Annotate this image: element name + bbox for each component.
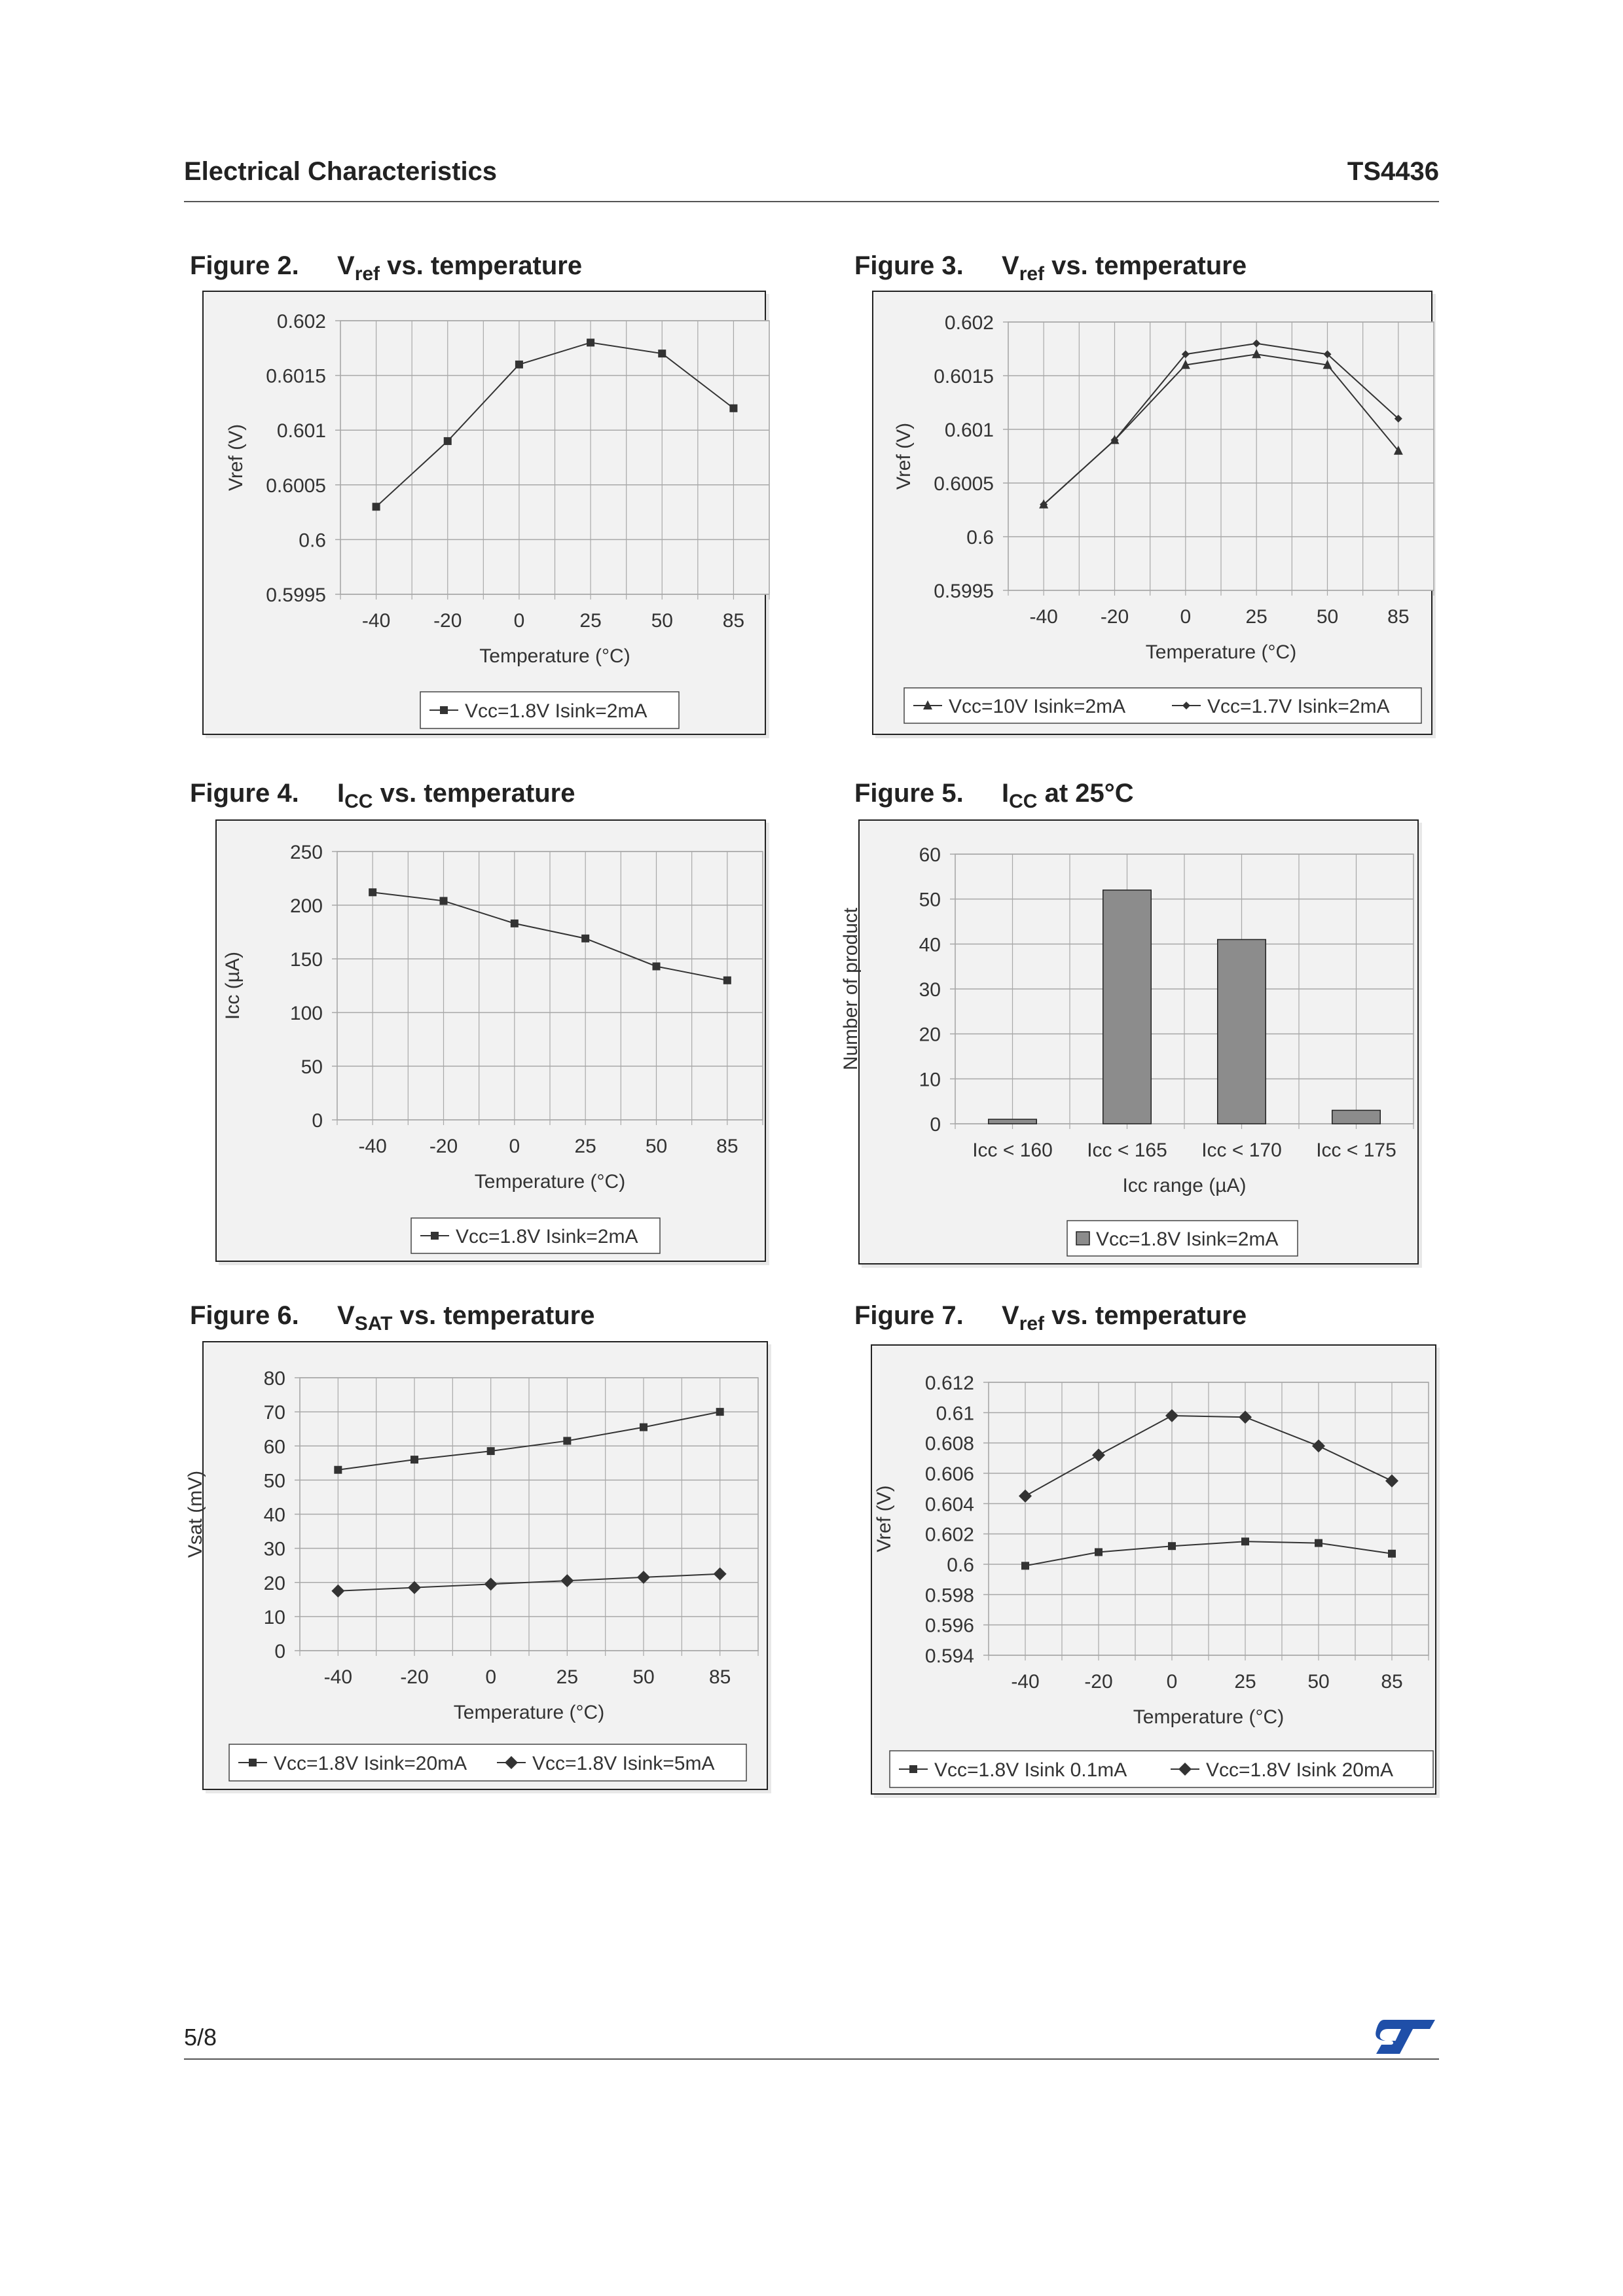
y-tick-label: 0.6005 (266, 475, 326, 497)
y-axis-label: Icc (µA) (222, 952, 244, 1020)
figure-number: Figure 6. (190, 1301, 299, 1330)
figure-5-caption (854, 779, 1134, 813)
data-point (515, 361, 523, 368)
x-tick-label: 0 (513, 610, 525, 632)
x-tick-label: 0 (1166, 1671, 1178, 1693)
x-tick-label: 85 (708, 1666, 731, 1688)
figure-number: Figure 3. (854, 251, 964, 280)
x-tick-label: -40 (1011, 1671, 1040, 1693)
y-tick-label: 0.606 (924, 1463, 974, 1485)
y-tick-label: 40 (263, 1504, 285, 1526)
data-point (716, 1408, 724, 1416)
figure-6-chart (185, 1342, 771, 1793)
x-tick-label: -20 (429, 1136, 458, 1157)
y-tick-label: 200 (289, 895, 323, 917)
y-tick-label: 0.604 (924, 1494, 974, 1516)
y-tick-label: 0.608 (924, 1433, 974, 1455)
y-tick-label: 0.596 (924, 1615, 974, 1637)
y-tick-label: 70 (263, 1402, 285, 1424)
y-axis-label: Vsat (mV) (185, 1470, 206, 1558)
y-tick-label: 0 (274, 1641, 285, 1662)
x-tick-label: 0 (509, 1136, 520, 1157)
data-point (369, 888, 376, 896)
data-point (440, 897, 448, 905)
figure-7-caption (854, 1301, 1247, 1335)
header-divider (184, 201, 1439, 202)
page-number: 5/8 (184, 2024, 217, 2051)
y-axis-label: Vref (V) (225, 423, 247, 492)
data-point (1388, 1550, 1396, 1558)
x-tick-label: Icc < 175 (1316, 1139, 1396, 1161)
figure-title-rest: vs. temperature (392, 1301, 595, 1330)
figure-title-rest: at 25°C (1037, 779, 1134, 808)
x-tick-label: 25 (579, 610, 602, 632)
legend-label: Vcc=1.8V Isink=2mA (465, 700, 647, 722)
x-tick-label: 25 (556, 1666, 579, 1688)
legend-label: Vcc=1.8V Isink=5mA (532, 1753, 715, 1774)
figure-title-main: V (337, 1301, 355, 1330)
x-tick-label: 85 (1387, 606, 1410, 628)
legend-label: Vcc=10V Isink=2mA (949, 696, 1126, 717)
y-tick-label: 250 (289, 842, 323, 863)
data-point (653, 962, 661, 970)
data-point (640, 1424, 647, 1431)
y-tick-label: 0.61 (936, 1403, 974, 1425)
x-axis-label: Temperature (°C) (453, 1702, 605, 1723)
figure-title-main: V (337, 251, 355, 280)
data-point (729, 404, 737, 412)
figure-title-sub: SAT (354, 1313, 393, 1335)
legend-label: Vcc=1.8V Isink 20mA (1206, 1759, 1393, 1781)
figure-number: Figure 5. (854, 779, 964, 808)
y-tick-label: 0.601 (944, 420, 994, 441)
data-point (334, 1466, 342, 1474)
figure-title-main: V (1002, 1301, 1019, 1330)
data-point (1095, 1548, 1103, 1556)
x-tick-label: -40 (1029, 606, 1058, 628)
data-point (658, 350, 666, 357)
x-axis-label: Temperature (°C) (474, 1171, 626, 1193)
y-tick-label: 40 (919, 934, 941, 956)
figure-title-sub: ref (1019, 1313, 1045, 1335)
y-tick-label: 0.6 (947, 1554, 974, 1576)
figure-title-rest: vs. temperature (373, 779, 575, 808)
x-tick-label: -20 (1084, 1671, 1113, 1693)
data-point (373, 503, 380, 511)
x-tick-label: Icc < 165 (1087, 1139, 1167, 1161)
footer-divider (184, 2058, 1439, 2060)
x-tick-label: -20 (400, 1666, 429, 1688)
y-tick-label: 0 (930, 1114, 941, 1136)
figure-title-main: I (1002, 779, 1010, 808)
y-tick-label: 10 (919, 1069, 941, 1091)
bar (1218, 939, 1266, 1124)
data-point (511, 920, 519, 927)
y-tick-label: 0.6015 (934, 366, 994, 387)
figure-4-chart (216, 820, 769, 1265)
data-point (563, 1437, 571, 1444)
y-tick-label: 30 (919, 979, 941, 1001)
legend-label: Vcc=1.8V Isink=20mA (274, 1753, 467, 1774)
figure-7-chart (871, 1345, 1440, 1798)
y-axis-label: Vref (V) (873, 1485, 895, 1552)
y-tick-label: 0.5995 (266, 584, 326, 606)
x-tick-label: 25 (574, 1136, 596, 1157)
figure-title-main: V (1002, 251, 1019, 280)
x-tick-label: 50 (1307, 1671, 1330, 1693)
y-tick-label: 150 (289, 949, 323, 971)
figure-3-caption (854, 251, 1247, 285)
bar (1103, 890, 1152, 1124)
figure-4-caption (190, 779, 575, 813)
figure-2-chart (203, 291, 769, 738)
x-tick-label: 85 (722, 610, 745, 632)
data-point (1241, 1537, 1249, 1545)
bar (1332, 1110, 1381, 1124)
x-axis-label: Temperature (°C) (479, 645, 630, 667)
y-tick-label: 50 (919, 889, 941, 911)
figure-title-rest: vs. temperature (1044, 1301, 1247, 1330)
figure-6-caption (190, 1301, 595, 1335)
y-tick-label: 0.602 (924, 1524, 974, 1546)
y-tick-label: 0.5995 (934, 581, 994, 602)
data-point (487, 1447, 495, 1455)
legend-swatch (1076, 1232, 1089, 1245)
legend-marker (431, 1232, 439, 1240)
legend-label: Vcc=1.8V Isink 0.1mA (934, 1759, 1127, 1781)
y-tick-label: 20 (919, 1024, 941, 1046)
y-tick-label: 50 (263, 1470, 285, 1492)
data-point (1315, 1539, 1322, 1547)
figure-title-main: I (337, 779, 345, 808)
x-tick-label: -20 (433, 610, 462, 632)
x-tick-label: Icc < 160 (972, 1139, 1053, 1161)
x-tick-label: -20 (1100, 606, 1129, 628)
y-tick-label: 0 (312, 1110, 323, 1132)
y-tick-label: 20 (263, 1572, 285, 1594)
x-tick-label: -40 (361, 610, 391, 632)
legend-label: Vcc=1.8V Isink=2mA (1096, 1229, 1279, 1250)
x-tick-label: -40 (323, 1666, 353, 1688)
y-tick-label: 0.6 (299, 529, 326, 552)
figure-3-chart (873, 291, 1436, 738)
x-tick-label: 0 (485, 1666, 497, 1688)
x-tick-label: Icc < 170 (1201, 1139, 1282, 1161)
legend-label: Vcc=1.8V Isink=2mA (456, 1226, 638, 1247)
y-tick-label: 0.602 (944, 312, 994, 334)
x-tick-label: 50 (645, 1136, 668, 1157)
legend-marker (249, 1759, 257, 1767)
figure-number: Figure 2. (190, 251, 299, 280)
part-number: TS4436 (1347, 157, 1439, 186)
y-tick-label: 0.6005 (934, 473, 994, 495)
data-point (587, 338, 594, 346)
x-tick-label: 85 (1381, 1671, 1403, 1693)
x-axis-label: Icc range (µA) (1122, 1175, 1247, 1196)
x-tick-label: 50 (1316, 606, 1339, 628)
y-tick-label: 60 (263, 1436, 285, 1458)
y-tick-label: 80 (263, 1368, 285, 1390)
figure-title-rest: vs. temperature (1044, 251, 1247, 280)
legend-marker (440, 706, 448, 714)
x-tick-label: 25 (1234, 1671, 1256, 1693)
data-point (444, 437, 452, 445)
x-tick-label: 50 (651, 610, 673, 632)
figure-title-sub: CC (344, 791, 373, 812)
legend-label: Vcc=1.7V Isink=2mA (1207, 696, 1390, 717)
data-point (1168, 1542, 1176, 1550)
figure-number: Figure 4. (190, 779, 299, 808)
st-logo (1375, 2016, 1437, 2055)
x-tick-label: 50 (632, 1666, 655, 1688)
y-tick-label: 100 (289, 1003, 323, 1024)
section-title: Electrical Characteristics (184, 157, 498, 186)
y-axis-label: Vref (V) (893, 422, 915, 490)
data-point (723, 977, 731, 984)
y-axis-label: Number of product (840, 907, 862, 1071)
figure-title-sub: ref (1019, 263, 1045, 285)
y-tick-label: 0.6015 (266, 365, 326, 387)
data-point (1021, 1562, 1029, 1570)
x-tick-label: 25 (1245, 606, 1267, 628)
figure-title-rest: vs. temperature (380, 251, 583, 280)
bar (989, 1119, 1037, 1124)
y-tick-label: 60 (919, 844, 941, 866)
x-axis-label: Temperature (°C) (1133, 1706, 1285, 1728)
figure-title-sub: CC (1009, 791, 1038, 812)
y-tick-label: 50 (301, 1056, 323, 1078)
x-axis-label: Temperature (°C) (1145, 641, 1297, 663)
legend-marker (909, 1765, 917, 1773)
y-tick-label: 0.602 (276, 311, 326, 332)
figure-number: Figure 7. (854, 1301, 964, 1330)
y-tick-label: 0.598 (924, 1585, 974, 1607)
data-point (410, 1456, 418, 1463)
y-tick-label: 30 (263, 1538, 285, 1560)
y-tick-label: 0.601 (276, 420, 326, 442)
data-point (581, 935, 589, 942)
figure-5-chart (840, 820, 1422, 1268)
y-tick-label: 10 (263, 1606, 285, 1628)
y-tick-label: 0.612 (924, 1372, 974, 1394)
y-tick-label: 0.594 (924, 1645, 974, 1667)
figure-2-caption (190, 251, 582, 285)
x-tick-label: 0 (1180, 606, 1192, 628)
figure-title-sub: ref (354, 263, 380, 285)
x-tick-label: -40 (358, 1136, 387, 1157)
x-tick-label: 85 (716, 1136, 739, 1157)
y-tick-label: 0.6 (966, 527, 994, 548)
